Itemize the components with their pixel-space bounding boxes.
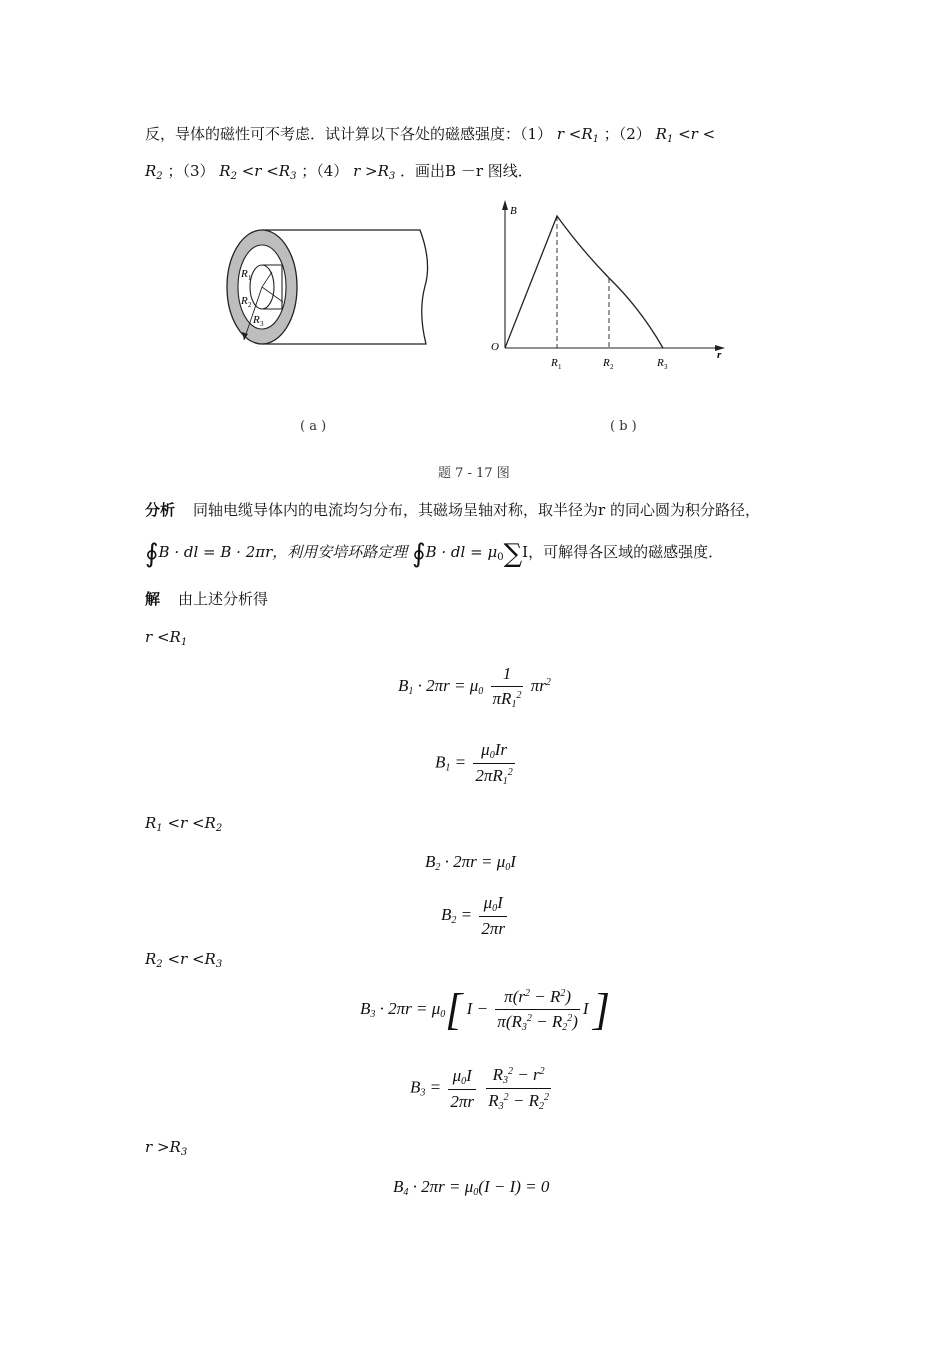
tick-r2: R [603,357,610,369]
equation-b4: $B_4 \cdot 2\pi r = \mu_0(I - I) = 0$ [393,1177,550,1198]
condition-2-end: $R_2$ [145,162,163,182]
condition-4: $r >R_3$ [353,162,396,182]
figure-label-a: ( a ) [300,419,327,434]
svg-text:3: 3 [260,320,264,328]
condition-3: $R_2 <r <R_3$ [219,162,297,182]
y-axis-arrow [502,200,508,210]
region-3-label: $R_2 <r <R_3$ [145,950,223,970]
analysis-line-2: ∮B · dl = B · 2πr，利用安培环路定理 ∮B · dl = $\mu_0\sum I$，可解得各区域的磁感强度． [145,539,724,569]
region-1-label: $r <R_1$ [145,628,188,648]
figure-caption: 题 7 - 17 图 [438,466,510,481]
b-curve [505,216,663,348]
condition-1: $r <R_1$ [556,125,600,145]
equation-b3: $B_3$ = $\frac{\mu_0I}{2\pi r}$ $\frac{R_3^2 - r^2}{R_3^2 - R_2^2}$ [410,1065,550,1112]
b-r-graph [485,198,735,373]
cable-label-r3: R [253,314,260,326]
solution-heading: 解 [145,590,161,608]
coaxial-cable-figure [220,222,440,352]
svg-text:1: 1 [248,274,252,282]
cable-label-r1: R [241,268,248,280]
tick-r1: R [551,357,558,369]
analysis-heading: 分析 [145,501,176,519]
contour-integral-icon: ∮ [412,539,426,569]
svg-text:2: 2 [248,301,252,309]
svg-text:1: 1 [558,363,562,371]
svg-text:2: 2 [610,363,614,371]
equation-b1-ampere: $B_1 \cdot 2\pi r = \mu_0$ $\frac{1}{\pi R_1^2}$ $\pi r^2$ [398,664,551,710]
axis-label-r: r [717,349,722,361]
region-2-label: $R_1 <r <R_2$ [145,814,223,834]
problem-line-2: $R_2$ ；（3） $R_2 <r <R_3$ ；（4） $r >R_3$ ．画出B －r 图线． [145,162,533,182]
problem-line-1: 反，导体的磁性可不考虑．试计算以下各处的磁感强度：（1） $r <R_1$ ；（2） $R_1 <r$ < [145,125,716,145]
solution-intro: 解 由上述分析得 [145,590,269,608]
axis-label-b: B [510,205,517,217]
origin-label: O [491,341,499,353]
equation-b3-ampere: $B_3 \cdot 2\pi r = \mu_0$[ I − $\frac{\pi(r^2 - R^2)}{\pi(R_3^2 - R_2^2)}$ I ] [360,985,610,1034]
equation-b2-ampere: $B_2 \cdot 2\pi r = \mu_0I$ [425,852,516,873]
sum-icon: ∑ [503,539,523,569]
cable-label-r2: R [241,295,248,307]
figure-label-b: ( b ) [610,419,637,434]
svg-text:3: 3 [664,363,668,371]
region-4-label: $r >R_3$ [145,1138,188,1158]
analysis-line-1: 分析 同轴电缆导体内的电流均匀分布，其磁场呈轴对称，取半径为r 的同心圆为积分路径， [145,501,760,519]
equation-b2: $B_2$ = $\frac{\mu_0I}{2\pi r}$ [441,893,506,938]
contour-integral-icon: ∮ [145,539,159,569]
tick-r3: R [657,357,664,369]
condition-2-start: $R_1 <r$ < [655,125,716,145]
equation-b1: $B_1$ = $\frac{\mu_0Ir}{2\pi R_1^2}$ [435,740,513,787]
